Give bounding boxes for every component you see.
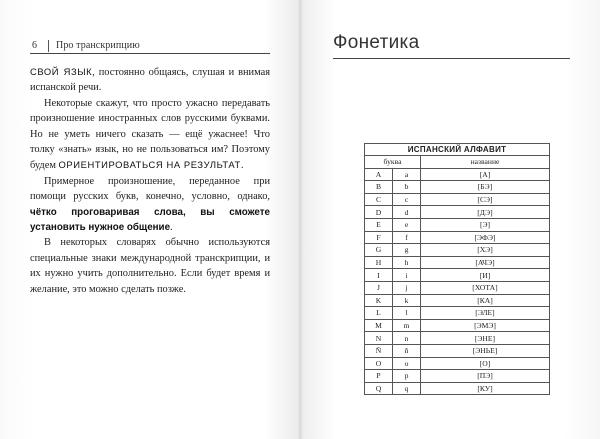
letter-name-cell: [ЭЛЕ] [421,307,550,320]
letter-name-cell: [ЭМЭ] [421,319,550,332]
lowercase-letter-cell: j [393,281,421,294]
uppercase-letter-cell: D [365,206,393,219]
uppercase-letter-cell: Q [365,382,393,395]
table-row [365,382,550,395]
letter-name-cell: [ЭФЭ] [421,231,550,244]
running-head-rule [30,53,270,54]
table-row [365,370,550,383]
uppercase-letter-cell: F [365,231,393,244]
letter-name-cell: [И] [421,269,550,282]
letter-name-cell: [ДЭ] [421,206,550,219]
letter-name-cell: [О] [421,357,550,370]
chapter-title: Фонетика [333,32,420,53]
uppercase-letter-cell: E [365,218,393,231]
caps-text: СВОЙ ЯЗЫК [30,66,93,77]
right-page [300,0,600,439]
lowercase-letter-cell: d [393,206,421,219]
uppercase-letter-cell: O [365,357,393,370]
uppercase-letter-cell: K [365,294,393,307]
table-row [365,307,550,320]
lowercase-letter-cell: a [393,168,421,181]
letter-name-cell: [КУ] [421,382,550,395]
table-row [365,269,550,282]
uppercase-letter-cell: N [365,332,393,345]
letter-name-cell: [БЭ] [421,181,550,194]
letter-name-cell: [АЧЭ] [421,256,550,269]
letter-name-cell: [КА] [421,294,550,307]
text-run: В некоторых словарях обычно используются специальные знаки международной транскрипции, и их нужно учить дополнительно. Если будет время и желание, это можно сделать позже. [30,237,270,295]
lowercase-letter-cell: k [393,294,421,307]
caps-text: ОРИЕНТИРОВАТЬСЯ НА РЕЗУЛЬТАТ [58,159,241,171]
spanish-alphabet-table [364,143,550,395]
running-head [30,40,270,54]
text-run: Некоторые скажут, что просто ужасно передавать произношение иностранных слов русскими буквами. Но не уметь ничего сказать — ещё ужаснее! Что толку «знать» язык, но не пользоваться им? Поэтому будем [30,97,270,172]
table-row [365,256,550,269]
table-row [365,319,550,332]
lowercase-letter-cell: p [393,370,421,383]
lowercase-letter-cell: o [393,357,421,370]
lowercase-letter-cell: q [393,382,421,395]
letter-name-cell: [А] [421,168,550,181]
column-header-letter: буква [365,156,421,169]
table-row [365,218,550,231]
text-run: Примерное произношение, переданное при помощи русских букв, конечно, условно, однако, [30,175,270,203]
table-row [365,168,550,181]
letter-name-cell: [ПЭ] [421,370,550,383]
paragraph [30,64,270,96]
letter-name-cell: [Э] [421,218,550,231]
table-row [365,357,550,370]
uppercase-letter-cell: M [365,319,393,332]
table-row [365,281,550,294]
lowercase-letter-cell: f [393,231,421,244]
lowercase-letter-cell: g [393,244,421,257]
table-row [365,244,550,257]
lowercase-letter-cell: c [393,193,421,206]
text-run: . [240,160,244,172]
body-text [30,64,270,297]
table-header-row [365,156,550,169]
table-body [365,168,550,395]
table-title-row [365,144,550,156]
text-run: . [170,222,173,234]
paragraph [30,235,270,297]
lowercase-letter-cell: i [393,269,421,282]
lowercase-letter-cell: e [393,218,421,231]
chapter-title-rule [333,58,570,59]
paragraph [30,96,270,174]
table-row [365,294,550,307]
uppercase-letter-cell: Ñ [365,344,393,357]
uppercase-letter-cell: P [365,370,393,383]
uppercase-letter-cell: A [365,168,393,181]
letter-name-cell: [ЭНЬЕ] [421,344,550,357]
table-title: ИСПАНСКИЙ АЛФАВИТ [365,144,550,156]
uppercase-letter-cell: C [365,193,393,206]
table-row [365,231,550,244]
lowercase-letter-cell: b [393,181,421,194]
page-number: 6 [32,40,38,51]
lowercase-letter-cell: h [393,256,421,269]
text-run: , постоянно общаясь, слушая и внимая испанской речи. [30,67,270,94]
uppercase-letter-cell: I [365,269,393,282]
lowercase-letter-cell: l [393,307,421,320]
paragraph [30,174,270,236]
table-row [365,206,550,219]
lowercase-letter-cell: ñ [393,344,421,357]
uppercase-letter-cell: G [365,244,393,257]
running-head-divider [48,40,49,52]
running-title: Про транскрипцию [56,40,140,51]
uppercase-letter-cell: H [365,256,393,269]
lowercase-letter-cell: m [393,319,421,332]
letter-name-cell: [СЭ] [421,193,550,206]
table-row [365,193,550,206]
column-header-name: название [421,156,550,169]
bold-text: чётко проговаривая слова, вы сможете установить нужное общение [30,206,270,234]
table-row [365,344,550,357]
letter-name-cell: [ХЭ] [421,244,550,257]
table-row [365,332,550,345]
uppercase-letter-cell: L [365,307,393,320]
letter-name-cell: [ЭНЕ] [421,332,550,345]
uppercase-letter-cell: J [365,281,393,294]
letter-name-cell: [ХОТА] [421,281,550,294]
uppercase-letter-cell: B [365,181,393,194]
table-row [365,181,550,194]
lowercase-letter-cell: n [393,332,421,345]
